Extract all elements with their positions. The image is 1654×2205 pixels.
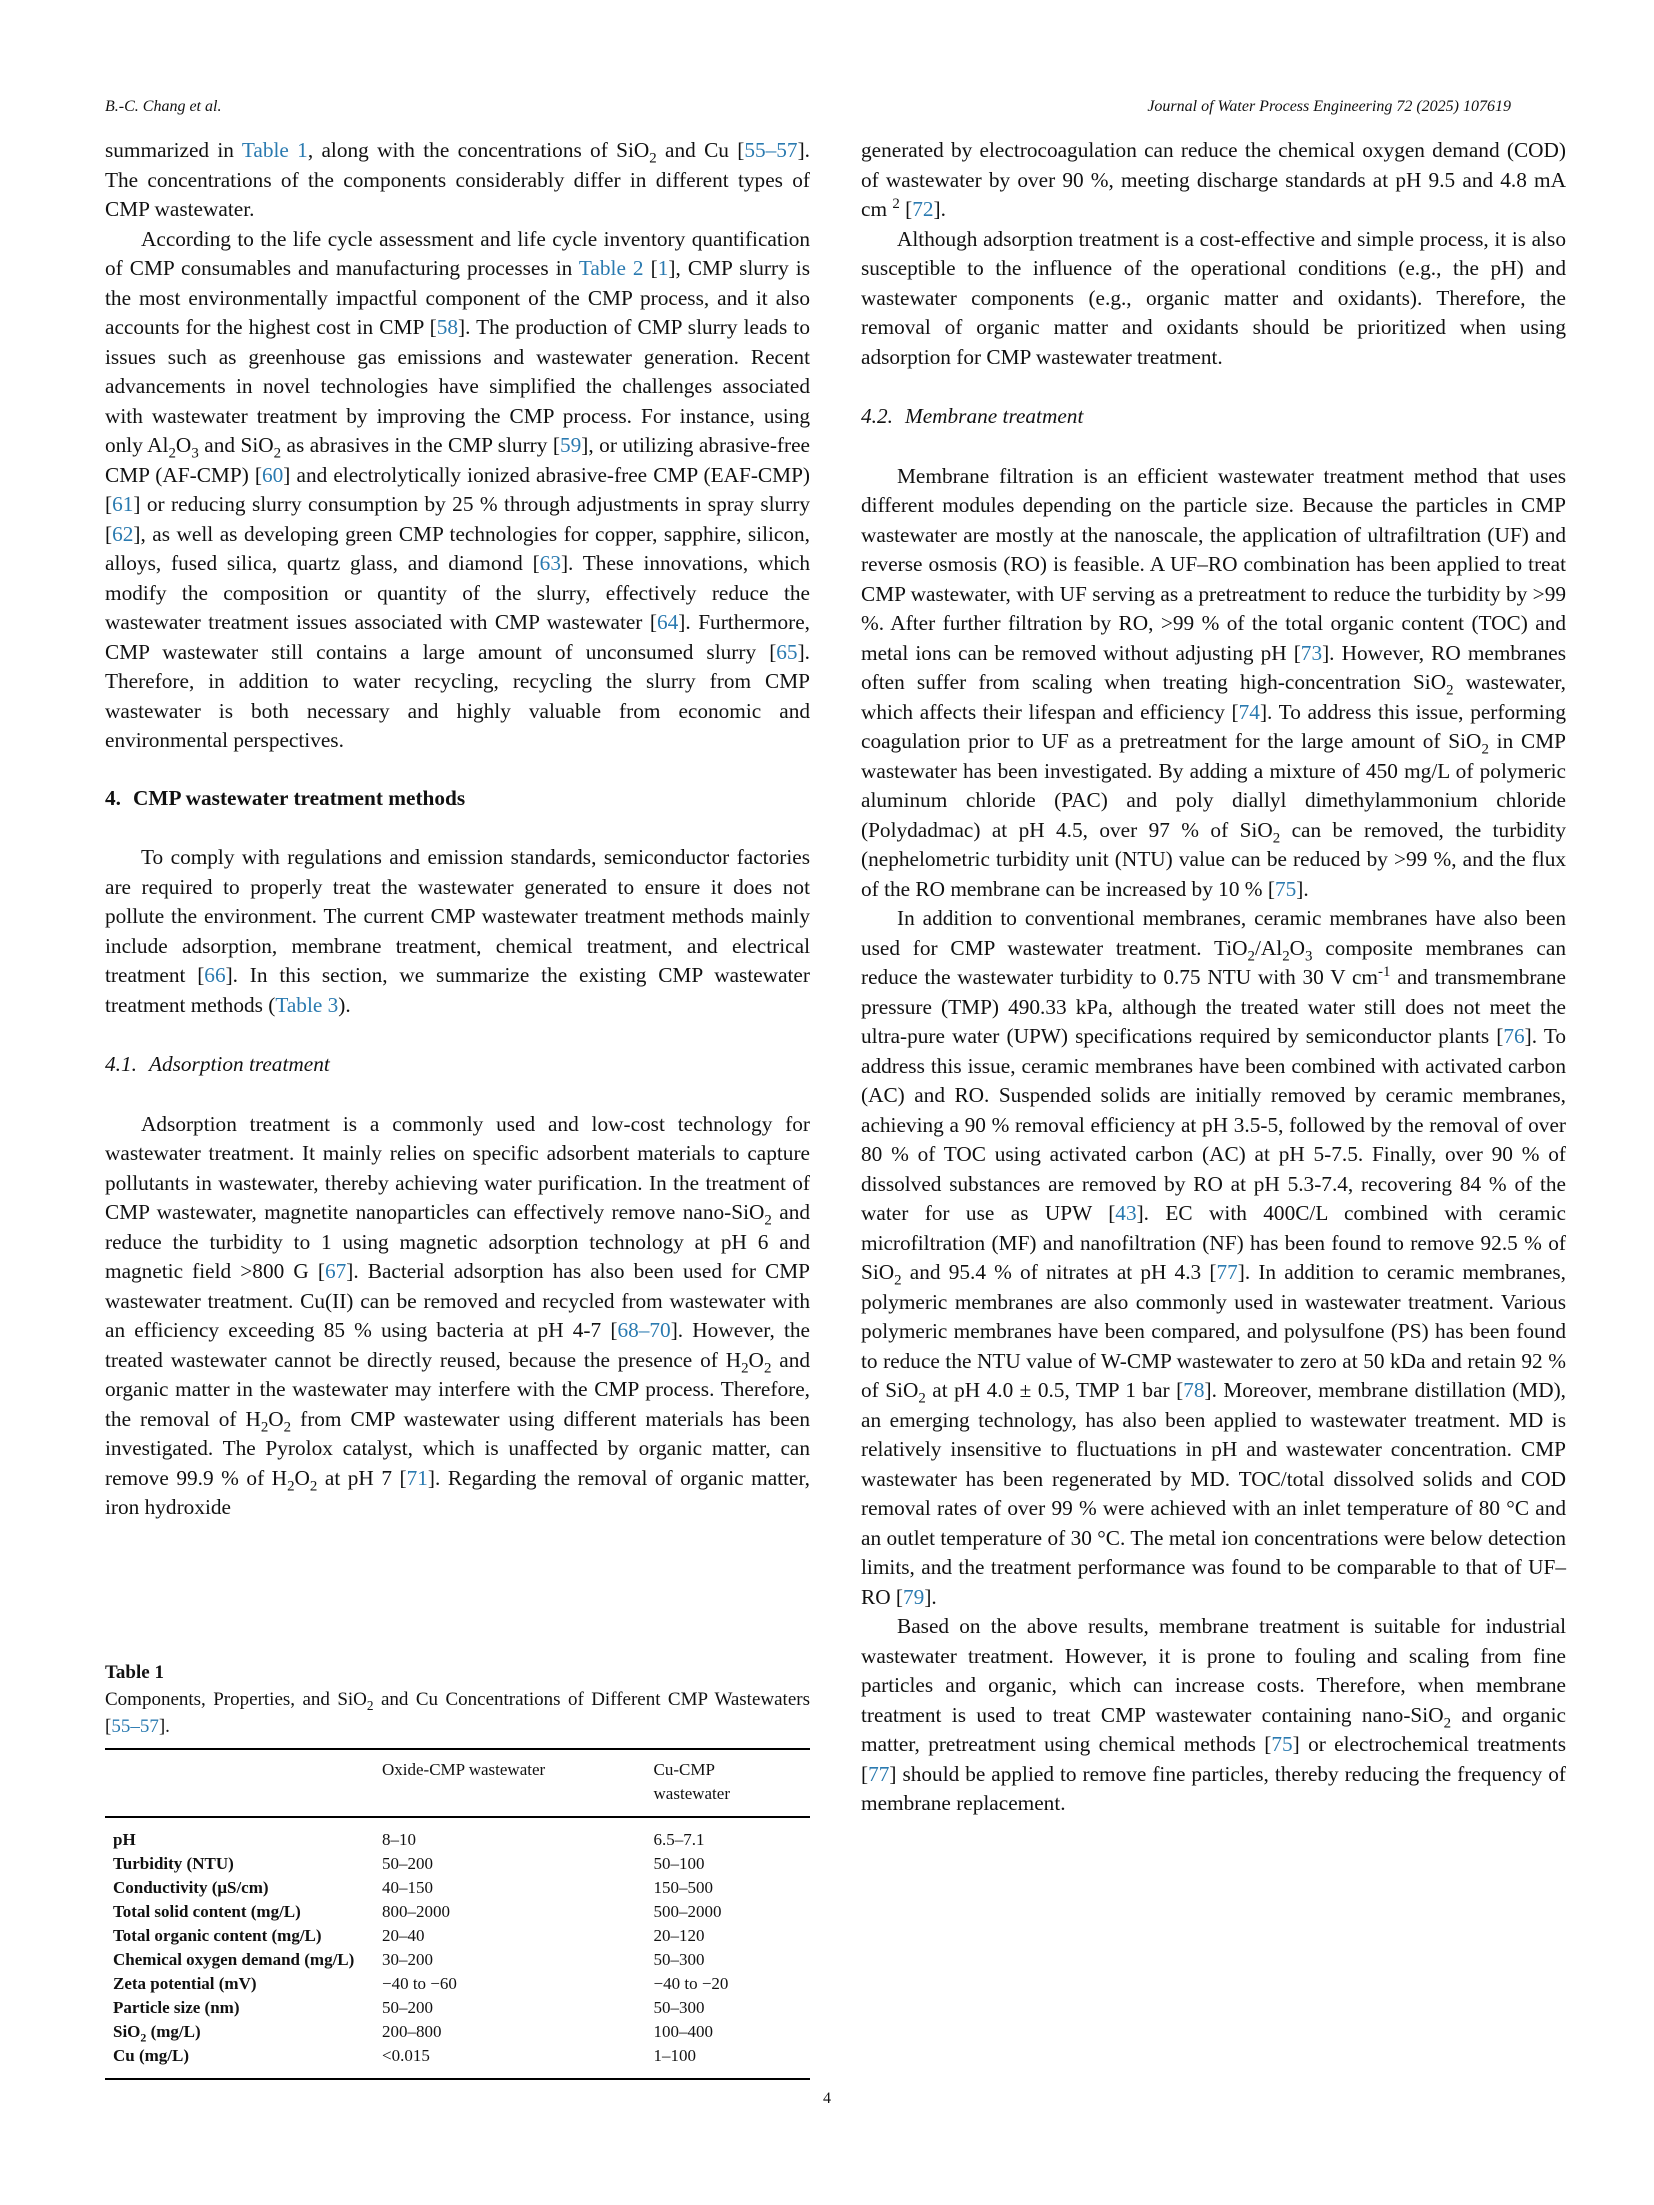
text: ]. These innovations, which modify the composition or quantity of the slurry, effectively reduce the wastewater treatment issues associated with CMP wastewater [ <box>105 551 810 634</box>
table-row <box>105 2044 810 2079</box>
table-header-row <box>105 1749 810 1817</box>
subscript: 2 <box>1247 947 1255 964</box>
paragraph <box>861 225 1566 373</box>
text: O <box>748 1347 764 1372</box>
citation-link[interactable]: 73 <box>1300 640 1323 665</box>
subscript: 2 <box>764 1212 772 1229</box>
row-label: Total solid content (mg/L) <box>113 1902 301 1921</box>
row-label: Total organic content (mg/L) <box>113 1926 322 1945</box>
table-label: Table 1 <box>105 1662 164 1683</box>
subscript: 2 <box>1481 741 1489 758</box>
text: ]. Furthermore, CMP wastewater still contains a large amount of unconsumed slurry [ <box>105 610 810 664</box>
subsection-title: Adsorption treatment <box>148 1052 330 1076</box>
text: at pH 7 [ <box>317 1465 407 1490</box>
text: In addition to conventional membranes, ceramic membranes have also been used for CMP wastewater treatment. TiO <box>861 906 1566 960</box>
text: ]. EC with 400C/L combined with ceramic microfiltration (MF) and nanofiltration (NF) has been found to remove 92.5 % of SiO <box>861 1201 1566 1284</box>
oxide-cmp-value: 30–200 <box>381 1950 433 1969</box>
oxide-cmp-value: 8–10 <box>381 1830 416 1849</box>
table-row <box>105 1852 810 1876</box>
citation-link[interactable]: 59 <box>559 433 582 457</box>
oxide-cmp-value: −40 to −60 <box>381 1974 457 1993</box>
subscript: 2 <box>894 1272 902 1289</box>
text: ]. Moreover, membrane distillation (MD), an emerging technology, has also been applied to wastewater treatment. MD is relatively insensitive to fluctuations in pH and wastewater concentration. CMP wastewater has been regenerated by MD. TOC/total dissolved solids and COD removal rates of over 99 % were achieved with an inlet temperature of 80 °C and an outlet temperature of 30 °C. The metal ion concentrations were below detection limits, and the treatment performance was found to be comparable to that of UF–RO [ <box>861 1378 1566 1609</box>
text: ]. The production of CMP slurry leads to issues such as greenhouse gas emissions and wastewater generation. Recent advancements in novel technologies have simplified the challenges associated with wastewater treatment by improving the CMP process. For instance, using only Al <box>105 315 810 457</box>
text: ] should be applied to remove fine particles, thereby reducing the frequency of membrane replacement. <box>861 1761 1566 1815</box>
subsection-number: 4.2. <box>861 404 893 428</box>
subscript: 2 <box>287 1477 295 1494</box>
oxide-cmp-value: <0.015 <box>381 2046 430 2065</box>
citation-link[interactable]: 78 <box>1183 1378 1205 1402</box>
citation-link[interactable]: 64 <box>657 610 679 634</box>
text: O <box>268 1406 284 1431</box>
text: ], CMP slurry is the most environmentally impactful component of the CMP process, and it also accounts for the highest cost in CMP [ <box>105 256 810 339</box>
paragraph <box>861 1612 1566 1819</box>
subscript: 2 <box>1443 1714 1452 1731</box>
subscript: 2 <box>741 1359 749 1376</box>
text: and transmembrane pressure (TMP) 490.33 kPa, although the treated water still does not meet the ultra-pure water (UPW) specifications required by semiconductor plants [ <box>861 965 1566 1048</box>
text: ]. In this section, we summarize the existing CMP wastewater treatment methods ( <box>105 963 810 1017</box>
citation-link[interactable]: 55–57 <box>744 138 798 162</box>
paragraph <box>861 904 1566 1612</box>
oxide-cmp-value: 40–150 <box>381 1878 433 1897</box>
text: /Al <box>1254 935 1283 960</box>
subscript: 2 <box>273 445 282 462</box>
citation-link[interactable]: 62 <box>112 521 134 546</box>
row-label: SiO$_2$ (mg/L) <box>113 2022 201 2045</box>
running-header-authors: B.-C. Chang et al. <box>105 98 222 115</box>
subscript: 2 <box>283 1418 292 1435</box>
subscript: 2 <box>918 1390 926 1407</box>
text: as abrasives in the CMP slurry [ <box>281 433 560 457</box>
text: ], as well as developing green CMP technologies for copper, sapphire, silicon, alloys, fused silica, quartz glass, and diamond [ <box>105 521 810 575</box>
superscript: -1 <box>1378 963 1391 980</box>
citation-link[interactable]: 74 <box>1238 699 1260 724</box>
oxide-cmp-value: 50–200 <box>381 1998 433 2017</box>
cu-cmp-value: 50–100 <box>653 1854 705 1873</box>
text: and Cu [ <box>656 138 745 162</box>
citation-link[interactable]: 66 <box>204 963 226 987</box>
citation-link[interactable]: 61 <box>112 492 134 516</box>
citation-link[interactable]: 79 <box>903 1584 925 1609</box>
subscript: 2 <box>1272 829 1281 846</box>
table-1 <box>105 1660 810 2080</box>
paragraph <box>105 225 810 756</box>
paragraph <box>105 843 810 1020</box>
subsection-number: 4.1. <box>105 1052 137 1076</box>
citation-link[interactable]: 75 <box>1274 876 1297 901</box>
table-link[interactable]: Table 3 <box>275 992 339 1017</box>
cu-cmp-value: 20–120 <box>653 1926 705 1945</box>
text: and reduce the turbidity to 1 using magnetic adsorption technology at pH 6 and magnetic field >800 G [ <box>105 1200 810 1283</box>
text: in CMP wastewater has been investigated. By adding a mixture of 450 mg/L of polymeric aluminum chloride (PAC) and poly diallyl dimethylammonium chloride (Polydadmac) at pH 4.5, over 97 % of SiO <box>861 729 1566 842</box>
running-header-journal: Journal of Water Process Engineering 72 (2025) 107619 <box>1147 98 1511 115</box>
citation-link[interactable]: 60 <box>262 462 284 487</box>
oxide-cmp-value: 20–40 <box>381 1926 425 1945</box>
text: ] or reducing slurry consumption by 25 % through adjustments in spray slurry [ <box>105 492 810 546</box>
row-label: Cu (mg/L) <box>113 2046 190 2065</box>
text: and 95.4 % of nitrates at pH 4.3 [ <box>901 1260 1217 1284</box>
cu-cmp-value: 50–300 <box>653 1998 705 2017</box>
citation-link[interactable]: 67 <box>324 1259 347 1283</box>
citation-link[interactable]: 43 <box>1115 1201 1137 1225</box>
oxide-cmp-value: 200–800 <box>381 2022 442 2041</box>
cu-cmp-value: 100–400 <box>653 2022 714 2041</box>
citation-link[interactable]: 75 <box>1271 1732 1293 1756</box>
text: from CMP wastewater using different materials has been investigated. The Pyrolox catalyst, which is unaffected by organic matter, can remove 99.9 % of H <box>105 1406 810 1490</box>
row-label: pH <box>113 1830 136 1849</box>
subscript: 2 <box>1282 947 1290 964</box>
text: ]. However, the treated wastewater cannot be directly reused, because the presence of H <box>105 1318 811 1372</box>
text: ]. <box>1296 876 1309 901</box>
row-label: Chemical oxygen demand (mg/L) <box>113 1950 355 1969</box>
subscript: 3 <box>1305 947 1313 964</box>
cu-cmp-value: 1–100 <box>653 2046 697 2065</box>
citation-link[interactable]: 58 <box>436 315 458 339</box>
text: O <box>175 433 192 457</box>
subsection-title: Membrane treatment <box>904 404 1084 428</box>
text: O <box>1289 935 1306 960</box>
citation-link[interactable]: 63 <box>539 551 561 575</box>
text: [ <box>643 256 658 280</box>
text: ] or electrochemical treatments [ <box>861 1732 1566 1786</box>
table-link[interactable]: Table 2 <box>578 256 644 280</box>
subsection-heading <box>861 402 1566 432</box>
text: and organic matter in the wastewater may interfere with the CMP process. Therefore, the removal of H <box>105 1347 810 1431</box>
text: ] and electrolytically ionized abrasive-free CMP (EAF-CMP) [ <box>105 462 811 516</box>
section-heading <box>105 784 810 814</box>
text: summarized in <box>105 138 242 162</box>
cu-cmp-value: −40 to −20 <box>653 1974 729 1993</box>
text: ]. Regarding the removal of organic matter, iron hydroxide <box>105 1465 811 1519</box>
subscript: 2 <box>140 2030 147 2045</box>
table-row <box>105 1817 810 1852</box>
text: Components, Properties, and SiO <box>105 1689 367 1710</box>
cu-cmp-value: 150–500 <box>653 1878 714 1897</box>
cu-cmp-value: 500–2000 <box>653 1902 722 1921</box>
text: and SiO <box>198 433 274 457</box>
data-table <box>105 1748 810 2080</box>
text: Based on the above results, membrane treatment is suitable for industrial wastewater treatment. However, it is prone to fouling and scaling from fine particles and organic, which can increase costs. Therefore, when membrane treatment is used to treat CMP wastewater containing nano-SiO <box>861 1614 1566 1727</box>
superscript: 2 <box>892 195 900 212</box>
page-number: 4 <box>823 2090 831 2107</box>
table-caption <box>105 1686 810 1740</box>
text: at pH 4.0 ± 0.5, TMP 1 bar [ <box>925 1378 1184 1402</box>
table-row <box>105 1900 810 1924</box>
citation-link[interactable]: 68–70 <box>617 1318 671 1342</box>
section-number: 4. <box>105 785 121 810</box>
paragraph <box>861 462 1566 905</box>
text: composite membranes can reduce the wastewater turbidity to 0.75 NTU with 30 V cm <box>861 935 1566 989</box>
table-link[interactable]: Table 1 <box>241 138 308 162</box>
citation-link[interactable]: 76 <box>1503 1024 1525 1048</box>
text: ]. However, RO membranes often suffer from scaling when treating high-concentration SiO <box>861 640 1566 694</box>
subsection-heading <box>105 1050 810 1080</box>
citation-link[interactable]: 55–57 <box>111 1716 159 1737</box>
text: ]. <box>933 197 946 221</box>
row-label: Particle size (nm) <box>113 1998 240 2017</box>
text: To comply with regulations and emission standards, semiconductor factories are required to properly treat the wastewater generated to ensure it does not pollute the environment. The current CMP wastewater treatment methods mainly include adsorption, membrane treatment, chemical treatment, and electrical treatment [ <box>105 845 810 987</box>
text: wastewater, which affects their lifespan and efficiency [ <box>861 670 1566 724</box>
text: ). <box>338 992 351 1017</box>
text: and Cu Concentrations of Different CMP Wastewaters [ <box>105 1689 810 1737</box>
text: ]. Therefore, in addition to water recycling, recycling the slurry from CMP wastewater is both necessary and highly valuable from economic and environmental perspectives. <box>105 639 810 752</box>
text: ]. The concentrations of the components considerably differ in different types of CMP wastewater. <box>105 138 810 221</box>
citation-link[interactable]: 71 <box>406 1465 428 1490</box>
table-row <box>105 1972 810 1996</box>
right-column <box>861 136 1566 1819</box>
cu-cmp-value: 50–300 <box>653 1950 705 1969</box>
row-label: Zeta potential (mV) <box>113 1974 257 1993</box>
text: Although adsorption treatment is a cost-effective and simple process, it is also susceptible to the influence of the operational conditions (e.g., the pH) and wastewater components (e.g., organic matter and oxidants). Therefore, the removal of organic matter and oxidants should be prioritized when using adsorption for CMP wastewater treatment. <box>861 226 1566 369</box>
text: ]. Bacterial adsorption has also been used for CMP wastewater treatment. Cu(II) can be removed and recycled from wastewater with an efficiency exceeding 85 % using bacteria at pH 4-7 [ <box>105 1259 811 1342</box>
citation-link[interactable]: 72 <box>912 197 934 221</box>
text: and organic matter, pretreatment using chemical methods [ <box>861 1702 1567 1756</box>
text: ]. In addition to ceramic membranes, polymeric membranes are also commonly used in wastewater treatment. Various polymeric membranes have been compared, and polysulfone (PS) has been found to reduce the NTU value of W-CMP wastewater to zero at 50 kDa and retain 92 % of SiO <box>861 1260 1567 1402</box>
text: can be removed, the turbidity (nephelometric turbidity unit (NTU) value can be reduced by >99 %, and the flux of the RO membrane can be increased by 10 % [ <box>861 817 1566 901</box>
text: O <box>294 1465 310 1490</box>
citation-link[interactable]: 1 <box>657 256 669 280</box>
citation-link[interactable]: 65 <box>776 639 798 664</box>
table-row <box>105 1948 810 1972</box>
text: Adsorption treatment is a commonly used and low-cost technology for wastewater treatment. It mainly relies on specific adsorbent materials to capture pollutants in wastewater, thereby achieving water purification. In the treatment of CMP wastewater, magnetite nanoparticles can effectively remove nano-SiO <box>105 1111 810 1224</box>
paragraph <box>861 136 1566 225</box>
oxide-cmp-value: 800–2000 <box>381 1902 450 1921</box>
text: ], or utilizing abrasive-free CMP (AF-CMP) [ <box>105 433 810 487</box>
cu-cmp-value: 6.5–7.1 <box>653 1830 705 1849</box>
text: According to the life cycle assessment and life cycle inventory quantification of CMP consumables and manufacturing processes in <box>105 226 810 280</box>
text: ]. To address this issue, performing coagulation prior to UF as a pretreatment for the large amount of SiO <box>861 699 1566 753</box>
subscript: 2 <box>1446 682 1454 699</box>
column-header: Cu-CMP wastewater <box>653 1760 730 1803</box>
subscript: 3 <box>191 445 199 462</box>
text: ]. To address this issue, ceramic membranes have been combined with activated carbon (AC) and RO. Suspended solids are initially removed by ceramic membranes, achieving a 90 % removal efficiency at pH 3.5-5, followed by the removal of over 80 % of TOC using activated carbon (AC) at pH 5-7.5. Finally, over 90 % of dissolved substances are removed by RO at pH 5.3-7.4, recovering 84 % of the water for use as UPW [ <box>861 1024 1566 1225</box>
text: [ <box>899 197 913 221</box>
row-label: Conductivity (μS/cm) <box>113 1878 269 1897</box>
citation-link[interactable]: 77 <box>1216 1260 1238 1284</box>
subscript: 2 <box>763 1359 772 1376</box>
subscript: 2 <box>366 1697 374 1713</box>
subscript: 2 <box>260 1418 269 1435</box>
citation-link[interactable]: 77 <box>868 1761 890 1786</box>
oxide-cmp-value: 50–200 <box>381 1854 433 1873</box>
subscript: 2 <box>168 445 176 462</box>
table-row <box>105 2020 810 2044</box>
text: ]. <box>924 1584 937 1609</box>
text: generated by electrocoagulation can reduce the chemical oxygen demand (COD) of wastewater by over 90 %, meeting discharge standards at pH 9.5 and 4.8 mA cm <box>861 138 1566 221</box>
paragraph <box>105 1110 810 1523</box>
column-header <box>105 1749 382 1817</box>
subscript: 2 <box>649 150 657 167</box>
left-column <box>105 136 810 1523</box>
text: ]. <box>158 1716 170 1737</box>
table-row <box>105 1924 810 1948</box>
text: Membrane filtration is an efficient wastewater treatment method that uses different modules depending on the particle size. Because the particles in CMP wastewater are mostly at the nanoscale, the application of ultrafiltration (UF) and reverse osmosis (RO) is feasible. A UF–RO combination has been applied to treat CMP wastewater, with UF serving as a pretreatment to reduce the turbidity by >99 %. After further filtration by RO, >99 % of the total organic content (TOC) and metal ions can be removed without adjusting pH [ <box>861 463 1566 665</box>
section-title: CMP wastewater treatment methods <box>132 785 466 810</box>
paragraph <box>105 136 810 225</box>
text: , along with the concentrations of SiO <box>307 138 650 162</box>
subscript: 2 <box>309 1477 318 1494</box>
table-row <box>105 1996 810 2020</box>
column-header: Oxide-CMP wastewater <box>381 1760 546 1779</box>
table-row <box>105 1876 810 1900</box>
row-label: Turbidity (NTU) <box>113 1854 234 1873</box>
